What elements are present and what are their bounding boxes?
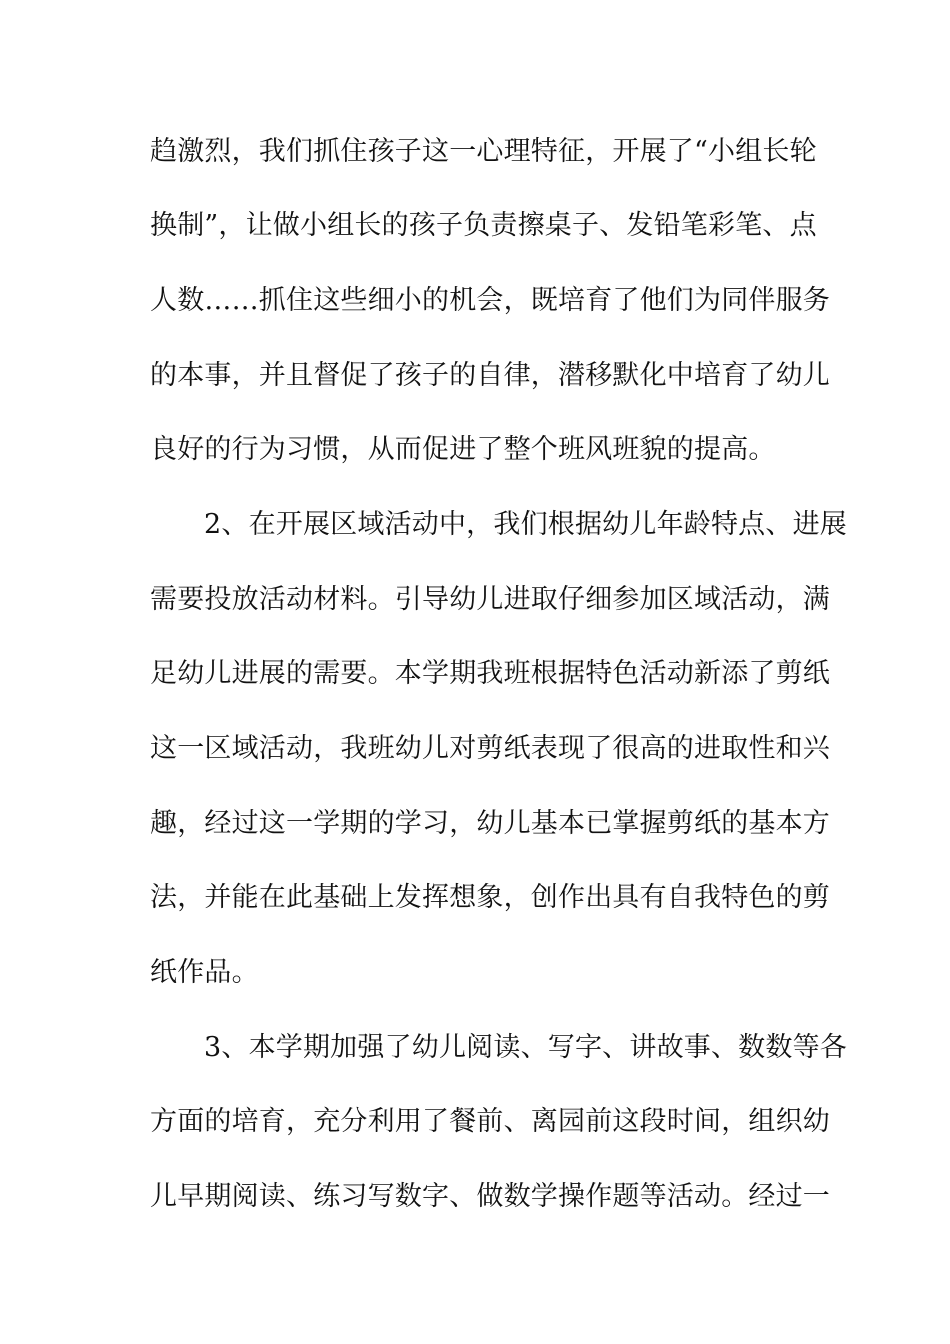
paragraph-2-line-7: 纸作品。 — [150, 957, 259, 988]
paragraph-1-line-2: 换制”，让做小组长的孩子负责擦桌子、发铅笔彩笔、点 — [150, 210, 817, 241]
paragraph-3-line-1: 3、本学期加强了幼儿阅读、写字、讲故事、数数等各 — [204, 1032, 847, 1063]
paragraph-2-line-1: 2、在开展区域活动中，我们根据幼儿年龄特点、进展 — [204, 509, 847, 540]
paragraph-3-line-3: 儿早期阅读、练习写数字、做数学操作题等活动。经过一 — [150, 1181, 830, 1212]
paragraph-2-line-3: 足幼儿进展的需要。本学期我班根据特色活动新添了剪纸 — [150, 658, 830, 689]
paragraph-1-line-4: 的本事，并且督促了孩子的自律，潜移默化中培育了幼儿 — [150, 360, 830, 391]
paragraph-3-line-2: 方面的培育，充分利用了餐前、离园前这段时间，组织幼 — [150, 1106, 830, 1137]
paragraph-1-line-1: 趋激烈，我们抓住孩子这一心理特征，开展了“小组长轮 — [150, 136, 817, 167]
paragraph-2-line-5: 趣，经过这一学期的学习，幼儿基本已掌握剪纸的基本方 — [150, 808, 830, 839]
paragraph-1-line-3: 人数……抓住这些细小的机会，既培育了他们为同伴服务 — [150, 285, 830, 316]
paragraph-1-line-5: 良好的行为习惯，从而促进了整个班风班貌的提高。 — [150, 434, 776, 465]
paragraph-2-line-6: 法，并能在此基础上发挥想象，创作出具有自我特色的剪 — [150, 882, 830, 913]
paragraph-2-line-4: 这一区域活动，我班幼儿对剪纸表现了很高的进取性和兴 — [150, 733, 830, 764]
paragraph-2-line-2: 需要投放活动材料。引导幼儿进取仔细参加区域活动，满 — [150, 584, 830, 615]
